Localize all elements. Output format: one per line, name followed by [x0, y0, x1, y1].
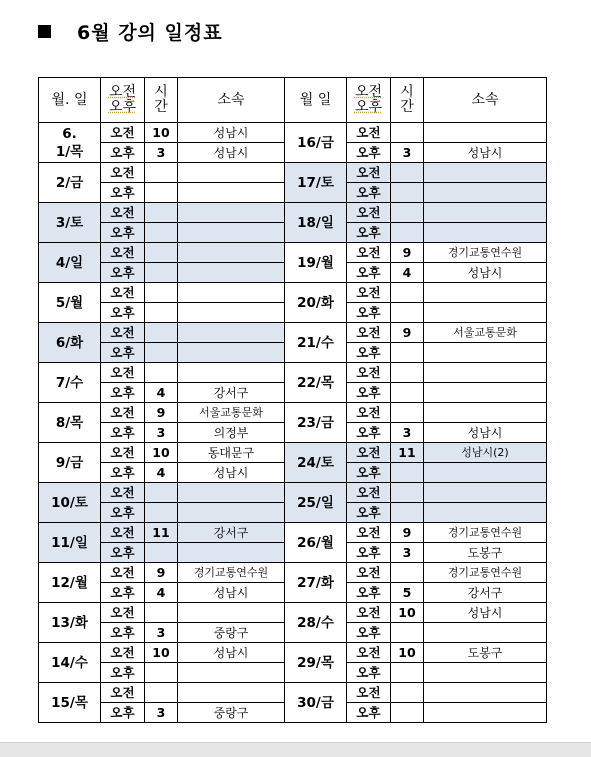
pm-hours: 5: [391, 583, 424, 603]
header-date-left: 월. 일: [39, 78, 101, 123]
table-row: [39, 323, 547, 343]
am-label: 오전: [347, 563, 391, 583]
day-cell: [39, 403, 101, 443]
pm-label: 오후: [101, 423, 145, 443]
pm-org: [178, 303, 285, 323]
day-label: 14/수: [51, 654, 88, 671]
am-label: 오전: [101, 643, 145, 663]
day-cell: [39, 123, 101, 163]
day-label: 9/금: [55, 454, 84, 471]
am-label: 오전: [101, 443, 145, 463]
day-label: 27/화: [297, 574, 334, 591]
header-ampm-line2: 오후: [354, 99, 383, 115]
am-label: 오전: [347, 283, 391, 303]
day-label: 28/수: [297, 614, 334, 631]
pm-hours: 4: [145, 383, 178, 403]
day-cell: [39, 163, 101, 203]
day-label: 6.: [62, 125, 77, 142]
am-org: 성남시: [178, 643, 285, 663]
day-cell: [285, 483, 347, 523]
am-org: [178, 243, 285, 263]
table-row: [39, 483, 547, 503]
am-label: 오전: [101, 323, 145, 343]
am-label: 오전: [347, 363, 391, 383]
pm-org: [424, 623, 547, 643]
day-label: 29/목: [297, 654, 334, 671]
am-hours: [391, 163, 424, 183]
pm-label: 오후: [347, 143, 391, 163]
day-cell: [39, 203, 101, 243]
pm-hours: [391, 343, 424, 363]
day-cell: [285, 243, 347, 283]
pm-label: 오후: [101, 223, 145, 243]
am-org: 성남시: [178, 123, 285, 143]
pm-label: 오후: [101, 343, 145, 363]
am-org: [178, 363, 285, 383]
pm-hours: [391, 503, 424, 523]
day-cell: [285, 323, 347, 363]
pm-label: 오후: [347, 543, 391, 563]
day-cell: [285, 163, 347, 203]
pm-label: 오후: [101, 663, 145, 683]
table-header: [39, 78, 547, 123]
am-hours: [145, 603, 178, 623]
day-cell: [39, 643, 101, 683]
day-label: 13/화: [51, 614, 88, 631]
table-row: [39, 363, 547, 383]
pm-hours: [145, 263, 178, 283]
day-label: 4/일: [55, 254, 84, 271]
am-label: 오전: [347, 483, 391, 503]
pm-org: [424, 463, 547, 483]
am-hours: [391, 363, 424, 383]
am-label: 오전: [101, 683, 145, 703]
pm-org: 성남시: [178, 463, 285, 483]
header-hours-line2: 간: [400, 99, 414, 115]
am-hours: 11: [391, 443, 424, 463]
pm-label: 오후: [347, 223, 391, 243]
day-cell: [285, 443, 347, 483]
am-hours: 11: [145, 523, 178, 543]
pm-org: 강서구: [178, 383, 285, 403]
am-org: 동대문구: [178, 443, 285, 463]
am-hours: 10: [391, 643, 424, 663]
day-label: 26/월: [297, 534, 334, 551]
day-cell: [285, 603, 347, 643]
day-label: 7/수: [55, 374, 84, 391]
am-org: [178, 483, 285, 503]
pm-label: 오후: [347, 263, 391, 283]
schedule-table: [38, 77, 547, 723]
pm-label: 오후: [101, 303, 145, 323]
pm-org: 성남시: [424, 143, 547, 163]
day-cell: [39, 323, 101, 363]
day-label-2: 1/목: [55, 143, 84, 160]
am-hours: [391, 563, 424, 583]
am-label: 오전: [347, 203, 391, 223]
footer-bar: [0, 742, 591, 757]
day-label: 2/금: [55, 174, 84, 191]
pm-hours: 3: [145, 423, 178, 443]
pm-hours: [145, 223, 178, 243]
day-label: 5/월: [55, 294, 84, 311]
pm-org: [424, 343, 547, 363]
header-hours-line1: 시: [154, 84, 168, 100]
day-label: 8/목: [55, 414, 84, 431]
pm-org: 강서구: [424, 583, 547, 603]
table-row: [39, 403, 547, 423]
day-cell: [39, 483, 101, 523]
day-label: 11/일: [51, 534, 88, 551]
header-ampm-left: [101, 78, 145, 123]
am-label: 오전: [101, 603, 145, 623]
table-row: [39, 163, 547, 183]
am-org: [178, 683, 285, 703]
square-bullet-icon: [38, 25, 51, 38]
am-label: 오전: [347, 243, 391, 263]
pm-org: [424, 383, 547, 403]
pm-org: [178, 543, 285, 563]
am-hours: 10: [145, 643, 178, 663]
am-org: [424, 363, 547, 383]
am-org: 서울교통문화: [424, 323, 547, 343]
am-label: 오전: [347, 163, 391, 183]
header-hours-right: [391, 78, 424, 123]
pm-label: 오후: [101, 263, 145, 283]
table-row: [39, 643, 547, 663]
pm-hours: [145, 183, 178, 203]
am-org: [424, 483, 547, 503]
day-cell: [39, 523, 101, 563]
pm-hours: 3: [391, 143, 424, 163]
pm-org: [178, 663, 285, 683]
pm-org: [424, 703, 547, 723]
table-row: [39, 123, 547, 143]
header-ampm-line1: 오전: [354, 84, 383, 100]
am-label: 오전: [101, 523, 145, 543]
am-hours: [391, 123, 424, 143]
header-ampm-right: [347, 78, 391, 123]
am-hours: 10: [391, 603, 424, 623]
table-row: [39, 283, 547, 303]
pm-label: 오후: [347, 623, 391, 643]
am-org: [424, 403, 547, 423]
header-org-right: 소속: [424, 78, 547, 123]
am-hours: [145, 483, 178, 503]
am-org: 경기교통연수원: [178, 563, 285, 583]
pm-label: 오후: [347, 343, 391, 363]
pm-org: 중랑구: [178, 623, 285, 643]
pm-label: 오후: [101, 143, 145, 163]
day-cell: [39, 283, 101, 323]
am-org: 강서구: [178, 523, 285, 543]
am-org: [178, 323, 285, 343]
table-row: [39, 203, 547, 223]
am-org: [178, 163, 285, 183]
am-org: 서울교통문화: [178, 403, 285, 423]
pm-org: 성남시: [178, 143, 285, 163]
pm-org: [424, 503, 547, 523]
day-cell: [39, 443, 101, 483]
pm-hours: [391, 463, 424, 483]
pm-label: 오후: [101, 583, 145, 603]
day-label: 17/토: [297, 174, 334, 191]
am-label: 오전: [347, 683, 391, 703]
am-label: 오전: [101, 363, 145, 383]
pm-org: [178, 223, 285, 243]
am-label: 오전: [347, 323, 391, 343]
pm-hours: 3: [145, 703, 178, 723]
pm-hours: [391, 223, 424, 243]
day-cell: [39, 243, 101, 283]
header-org-left: 소속: [178, 78, 285, 123]
table-row: [39, 443, 547, 463]
pm-hours: [391, 623, 424, 643]
day-cell: [285, 283, 347, 323]
am-hours: 9: [391, 243, 424, 263]
pm-hours: 3: [145, 623, 178, 643]
pm-hours: [391, 703, 424, 723]
pm-org: 성남시: [178, 583, 285, 603]
table-row: [39, 243, 547, 263]
pm-org: 성남시: [424, 423, 547, 443]
pm-label: 오후: [347, 423, 391, 443]
am-label: 오전: [347, 643, 391, 663]
day-label: 23/금: [297, 414, 334, 431]
am-label: 오전: [101, 563, 145, 583]
pm-hours: 4: [145, 463, 178, 483]
am-org: [424, 203, 547, 223]
day-cell: [39, 603, 101, 643]
pm-label: 오후: [101, 503, 145, 523]
pm-label: 오후: [347, 303, 391, 323]
day-cell: [39, 563, 101, 603]
pm-hours: 3: [391, 423, 424, 443]
am-label: 오전: [101, 163, 145, 183]
am-label: 오전: [101, 403, 145, 423]
am-hours: 9: [145, 563, 178, 583]
am-org: 경기교통연수원: [424, 523, 547, 543]
pm-org: 의정부: [178, 423, 285, 443]
pm-org: [424, 223, 547, 243]
am-label: 오전: [101, 483, 145, 503]
am-org: [424, 683, 547, 703]
header-hours-line2: 간: [154, 99, 168, 115]
day-label: 19/월: [297, 254, 334, 271]
day-label: 22/목: [297, 374, 334, 391]
am-org: [424, 283, 547, 303]
am-org: 경기교통연수원: [424, 243, 547, 263]
am-hours: [391, 403, 424, 423]
table-body: [39, 123, 547, 723]
table-row: [39, 603, 547, 623]
day-cell: [285, 563, 347, 603]
pm-org: [424, 663, 547, 683]
pm-label: 오후: [347, 183, 391, 203]
am-org: 성남시: [424, 603, 547, 623]
day-label: 25/일: [297, 494, 334, 511]
day-cell: [39, 363, 101, 403]
am-org: [178, 603, 285, 623]
day-label: 16/금: [297, 134, 334, 151]
pm-hours: [145, 303, 178, 323]
pm-label: 오후: [347, 663, 391, 683]
am-org: [424, 163, 547, 183]
page-title-text: 6월 강의 일정표: [77, 22, 223, 44]
pm-org: [178, 343, 285, 363]
day-label: 20/화: [297, 294, 334, 311]
am-hours: [145, 163, 178, 183]
day-cell: [285, 203, 347, 243]
am-label: 오전: [101, 123, 145, 143]
am-label: 오전: [101, 203, 145, 223]
am-org: [424, 123, 547, 143]
pm-hours: [145, 343, 178, 363]
am-org: 경기교통연수원: [424, 563, 547, 583]
am-hours: [391, 283, 424, 303]
pm-hours: 3: [145, 143, 178, 163]
pm-label: 오후: [101, 543, 145, 563]
am-hours: [391, 203, 424, 223]
day-cell: [285, 123, 347, 163]
table-row: [39, 523, 547, 543]
am-label: 오전: [347, 603, 391, 623]
pm-label: 오후: [101, 183, 145, 203]
day-cell: [285, 403, 347, 443]
pm-org: [178, 503, 285, 523]
am-org: 성남시(2): [424, 443, 547, 463]
am-hours: 10: [145, 123, 178, 143]
pm-org: [178, 183, 285, 203]
pm-label: 오후: [347, 703, 391, 723]
am-hours: [145, 283, 178, 303]
pm-hours: [145, 663, 178, 683]
pm-label: 오후: [347, 503, 391, 523]
pm-hours: [391, 383, 424, 403]
pm-hours: [391, 183, 424, 203]
am-hours: [145, 323, 178, 343]
pm-org: 중랑구: [178, 703, 285, 723]
pm-hours: [391, 303, 424, 323]
day-label: 30/금: [297, 694, 334, 711]
am-label: 오전: [347, 523, 391, 543]
header-ampm-line1: 오전: [108, 84, 137, 100]
am-hours: [145, 243, 178, 263]
pm-hours: [391, 663, 424, 683]
header-ampm-line2: 오후: [108, 99, 137, 115]
pm-org: [424, 183, 547, 203]
day-cell: [285, 683, 347, 723]
am-hours: 10: [145, 443, 178, 463]
day-cell: [285, 523, 347, 563]
am-org: 도봉구: [424, 643, 547, 663]
day-label: 18/일: [297, 214, 334, 231]
pm-hours: 4: [145, 583, 178, 603]
pm-org: 성남시: [424, 263, 547, 283]
pm-hours: 3: [391, 543, 424, 563]
pm-label: 오후: [101, 703, 145, 723]
am-org: [178, 283, 285, 303]
day-label: 12/월: [51, 574, 88, 591]
pm-hours: [145, 543, 178, 563]
pm-label: 오후: [347, 463, 391, 483]
day-label: 15/목: [51, 694, 88, 711]
day-cell: [285, 643, 347, 683]
pm-label: 오후: [101, 623, 145, 643]
day-cell: [285, 363, 347, 403]
am-hours: 9: [145, 403, 178, 423]
pm-hours: 4: [391, 263, 424, 283]
pm-label: 오후: [347, 383, 391, 403]
header-hours-line1: 시: [400, 84, 414, 100]
pm-org: [178, 263, 285, 283]
day-cell: [39, 683, 101, 723]
am-label: 오전: [347, 403, 391, 423]
am-label: 오전: [347, 443, 391, 463]
am-hours: [391, 483, 424, 503]
header-hours-left: [145, 78, 178, 123]
pm-label: 오후: [347, 583, 391, 603]
am-hours: [145, 203, 178, 223]
am-label: 오전: [347, 123, 391, 143]
day-label: 24/토: [297, 454, 334, 471]
table-row: [39, 683, 547, 703]
am-org: [178, 203, 285, 223]
day-label: 21/수: [297, 334, 334, 351]
page-title: [38, 18, 223, 45]
pm-org: [424, 303, 547, 323]
am-hours: 9: [391, 323, 424, 343]
am-hours: [145, 363, 178, 383]
day-label: 6/화: [55, 334, 84, 351]
header-date-right: 월 일: [285, 78, 347, 123]
day-label: 10/토: [51, 494, 88, 511]
pm-label: 오후: [101, 463, 145, 483]
day-label: 3/토: [55, 214, 84, 231]
pm-org: 도봉구: [424, 543, 547, 563]
am-hours: [145, 683, 178, 703]
am-hours: [391, 683, 424, 703]
am-label: 오전: [101, 283, 145, 303]
table-row: [39, 563, 547, 583]
pm-hours: [145, 503, 178, 523]
am-hours: 9: [391, 523, 424, 543]
am-label: 오전: [101, 243, 145, 263]
pm-label: 오후: [101, 383, 145, 403]
